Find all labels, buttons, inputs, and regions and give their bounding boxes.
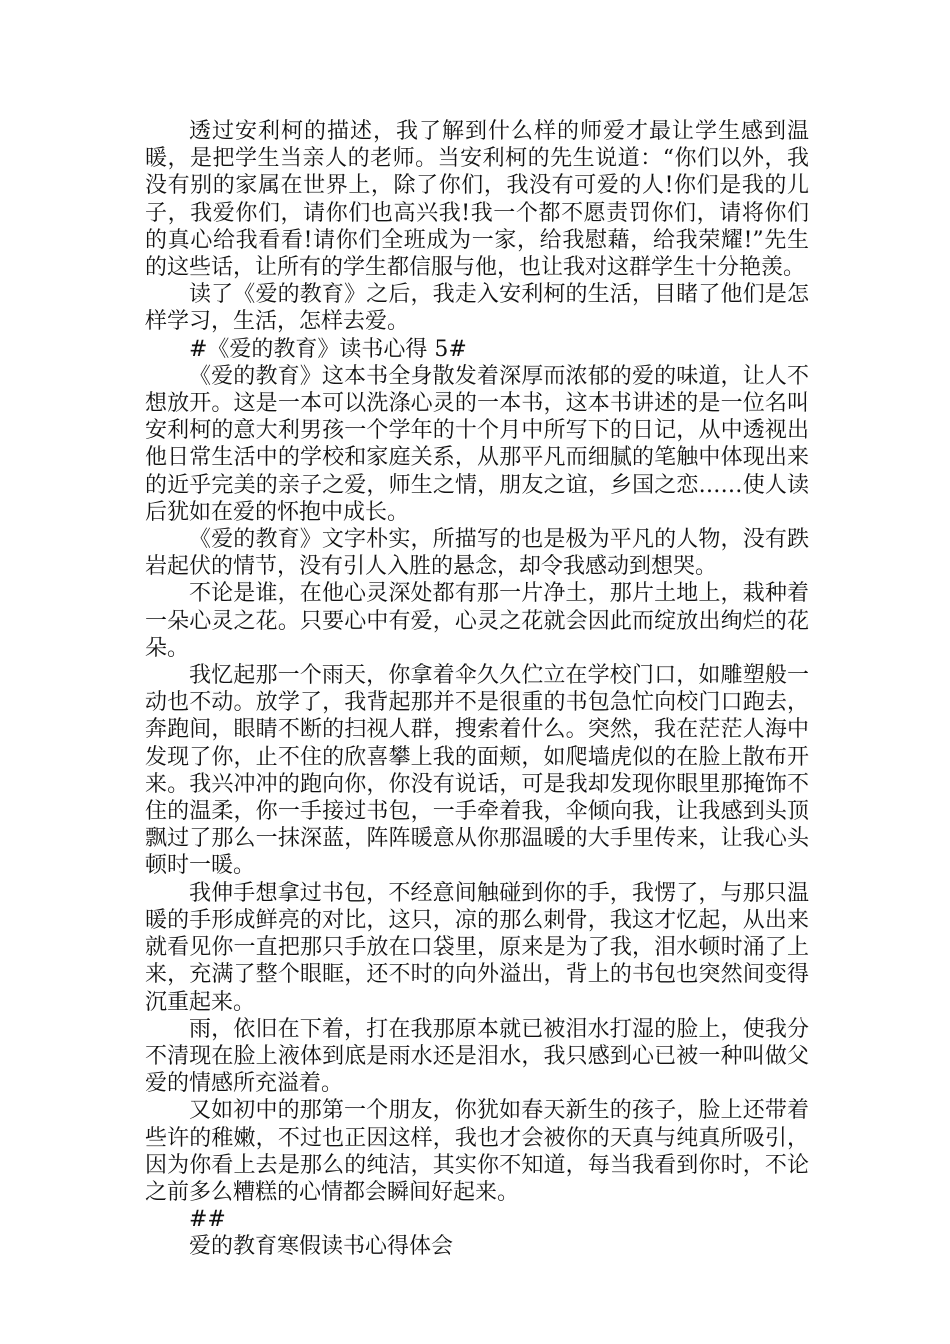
paragraph-book-intro: 《爱的教育》这本书全身散发着深厚而浓郁的爱的味道，让人不想放开。这是一本可以洗涤心灵的一本书，这本书讲述的是一位名叫安利柯的意大利男孩一个学年的十个月中所写下的日记，从中透视出他日常生活中的学校和家庭关系，从那平凡而细腻的笔触中体现出来的近乎完美的亲子之爱，师生之情，朋友之谊，乡国之恋……使人读后犹如在爱的怀抱中成长。 [145,363,809,525]
paragraph-pure-land: 不论是谁，在他心灵深处都有那一片净土，那片土地上，栽种着一朵心灵之花。只要心中有爱，心灵之花就会因此而绽放出绚烂的花朵。 [145,581,809,661]
section-separator: ## [189,1207,226,1233]
paragraph-rainy-day: 我忆起那一个雨天，你拿着伞久久伫立在学校门口，如雕塑般一动也不动。放学了，我背起那并不是很重的书包急忙向校门口跑去，奔跑间，眼睛不断的扫视人群，搜索着什么。突然，我在茫茫人海中发现了你，止不住的欣喜攀上我的面颊，如爬墙虎似的在脸上散布开来。我兴冲冲的跑向你，你没有说话，可是我却发现你眼里那掩饰不住的温柔，你一手接过书包，一手牵着我，伞倾向我，让我感到头顶飘过了那么一抹深蓝，阵阵暖意从你那温暖的大手里传来，让我心头顿时一暖。 [145,663,809,879]
paragraph-plain-writing: 《爱的教育》文字朴实，所描写的也是极为平凡的人物，没有跌岩起伏的情节，没有引人入胜的悬念，却令我感动到想哭。 [145,527,809,580]
section-heading-reading-notes-5: #《爱的教育》读书心得 5# [189,336,467,362]
document-body [145,118,809,1261]
paragraph-cold-hand: 我伸手想拿过书包，不经意间触碰到你的手，我愣了，与那只温暖的手形成鲜亮的对比，这只，凉的那么刺骨，我这才忆起，从出来就看见你一直把那只手放在口袋里，原来是为了我，泪水顿时涌了上来，充满了整个眼眶，还不时的向外溢出，背上的书包也突然间变得沉重起来。 [145,880,809,1015]
paragraph-enrico-life: 读了《爱的教育》之后，我走入安利柯的生活，目睹了他们是怎样学习，生活，怎样去爱。 [145,282,809,335]
paragraph-first-friend: 又如初中的那第一个朋友，你犹如春天新生的孩子，脸上还带着些许的稚嫩，不过也正因这样，我也才会被你的天真与纯真所吸引，因为你看上去是那么的纯洁，其实你不知道，每当我看到你时，不论之前多么糟糕的心情都会瞬间好起来。 [145,1098,809,1205]
paragraph-rain-tears: 雨，依旧在下着，打在我那原本就已被泪水打湿的脸上，使我分不清现在脸上液体到底是雨水还是泪水，我只感到心已被一种叫做父爱的情感所充溢着。 [145,1016,809,1097]
paragraph-teacher-love: 透过安利柯的描述，我了解到什么样的师爱才最让学生感到温暖，是把学生当亲人的老师。当安利柯的先生说道：“你们以外，我没有别的家属在世界上，除了你们，我没有可爱的人!你们是我的儿子，我爱你们，请你们也高兴我!我一个都不愿责罚你们，请将你们的真心给我看看!请你们全班成为一家，给我慰藉，给我荣耀!”先生的这些话，让所有的学生都信服与他，也让我对这群学生十分艳羡。 [145,119,809,281]
section-heading-winter-reading: 爱的教育寒假读书心得体会 [189,1234,454,1260]
